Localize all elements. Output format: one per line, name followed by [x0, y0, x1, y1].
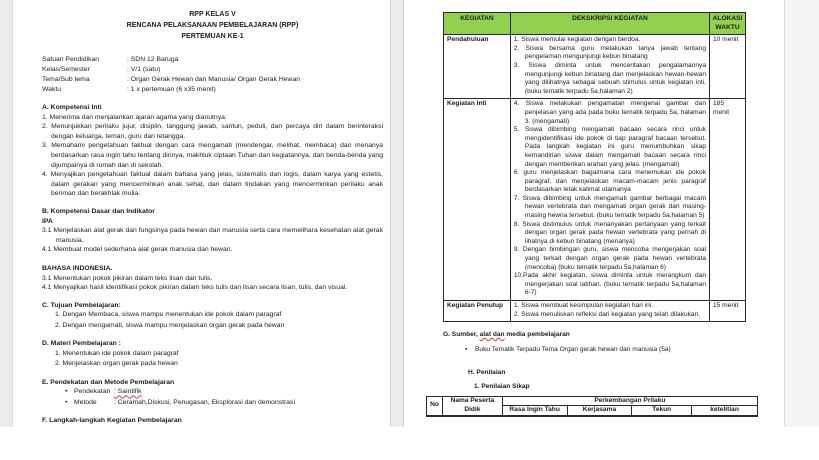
section-kompetensi-inti	[42, 103, 383, 199]
bahasa-list	[42, 274, 383, 293]
pendekatan-list	[65, 387, 383, 408]
info-value: : SDN 12 Baruga	[127, 56, 179, 63]
section-langkah	[42, 416, 383, 426]
list-item: 1. Dengan Membaca, siswa mampu menentukan ide pokok dalam paragraf	[55, 311, 282, 319]
section-tujuan	[42, 301, 383, 332]
kegiatan-time: 10 menit	[710, 35, 746, 99]
info-value: : V/1 (satu)	[127, 66, 161, 73]
activity-table	[443, 12, 746, 322]
info-label: Satuan Pendidikan	[42, 56, 100, 63]
info-row	[42, 65, 383, 75]
column-header-rasa-ingin-tahu: Rasa Ingin Tahu	[502, 406, 567, 416]
activity-step: 5. Siswa dibimbing mengamati bacaan secara rinci untuk mengidentifikasi ide pokok di tiap paragraf bacaan tersebut. Pada langkah kegiatan ini guru menumbuhkan sikap kemandirian siswa dalam mengamati bacaan secara rinci dengan memberikan arahan yang jelas. (mengamati)	[513, 126, 706, 168]
column-header-no: No	[427, 396, 443, 416]
list-item: 2. Menjelaskan organ gerak pada hewan	[55, 360, 178, 368]
section-kompetensi-dasar	[42, 207, 383, 293]
kegiatan-description	[510, 35, 709, 99]
section-heading: C. Tujuan Pembelajaran:	[42, 301, 121, 309]
activity-step: 10.Pada akhir kegiatan, siswa diminta untuk merangkum dan mengerjakan soal latihan. (buku tematik terpadu 5a,halaman 6-7)	[513, 272, 706, 297]
activity-step: 2. Siswa menuliskan refleksi dari kegiatan yang telah dilakukan.	[513, 310, 701, 318]
column-header-tekun: Tekun	[632, 406, 692, 416]
section-heading: F. Langkah-langkah Kegiatan Pembelajaran	[42, 417, 182, 425]
info-value: : Organ Gerak Hewan dan Manusia/ Organ Gerak Hewan	[127, 76, 301, 83]
background-left-margin	[0, 0, 13, 427]
column-header-deskripsi: DEKSKRIPSI KEGIATAN	[510, 13, 709, 35]
assessment-table	[426, 396, 758, 418]
activity-step: 7. Siswa dibimbing untuk mengamati gambar berbagai macam hewan vertebrata dan mengamati organ gerak dari masing-masing hewna tersebut. (buku tematik terpadu 5a,halaman 5)	[513, 194, 706, 220]
kegiatan-name: Pendahuluan	[444, 35, 511, 99]
bullet-row	[65, 387, 383, 398]
materi-list	[55, 349, 383, 370]
kegiatan-name: Kegiatan Inti	[444, 99, 511, 301]
column-header-kerjasama: Kerjasama	[567, 406, 632, 416]
column-header-perkembangan: Perkembangan Prilaku	[502, 396, 757, 406]
info-label: Kelas/Semester	[42, 66, 90, 73]
info-row	[42, 55, 383, 65]
sumber-bullet-text: Buku Tematik Terpadu Tema Organ gerak hewan dan manusia (5a)	[475, 345, 671, 353]
list-item: 2. Menunjukkan perilaku jujur, disiplin, tanggung jawab, santun, peduli, dan percaya diri dalam berinteraksi dengan keluarga, teman, guru dan tetangga.	[42, 123, 383, 140]
kegiatan-name: Kegiatan Penutup	[444, 301, 511, 322]
list-item: 3. Memahami pengetahuan faktual dengan cara mengamati (mendengar, melihat, membaca) dan menanya berdasarkan rasa ingin tahu tentang dirinya, makhluk ciptaan Tuhan dan kegiatannya, dan benda-benda yang dijumpainya di rumah dan di sekolah.	[42, 142, 383, 169]
title-line: PERTEMUAN KE-1	[181, 33, 244, 40]
section-heading: E. Pendekatan dan Metode Pembelajaran	[42, 378, 175, 386]
bullet-label: Pendekatan	[74, 388, 111, 396]
activity-step: 6. guru menjelaskan bagaimana cara menemukan ide pokok paragraf, dan menjelaskan macam-macam jenis paragraf berdasarkan letak kalimat utamanya	[513, 169, 706, 194]
section-heading: A. Kompetensi Inti	[42, 104, 102, 111]
list-item: 2. Dengan mengamati, siswa mampu menjelaskan organ gerak pada hewan	[55, 321, 285, 329]
section-sumber-heading	[443, 331, 784, 340]
table-row-penutup	[444, 301, 746, 322]
table-row-pendahuluan	[444, 35, 746, 99]
activity-step: 4. Siswa melakukan pengamatan mengenai gambar dan penjelasan yang ada pada buku tematik terpadu 5a, halaman 3. (mengamati)	[513, 100, 706, 125]
section-penilaian-heading: H. Penilaian	[468, 369, 506, 377]
scrollbar-track[interactable]	[784, 0, 819, 427]
title-line: RPP KELAS V	[189, 11, 236, 18]
column-header-kegiatan: KEGIATAN	[444, 13, 511, 35]
subsection-heading-ipa: IPA	[42, 217, 53, 225]
bullet-value: : Saintifik	[114, 388, 142, 396]
section-heading: B. Kompetensi Dasar dan Indikator	[42, 207, 155, 215]
list-item: 4.1 Menyajikan hasil identifikasi pokok pikiran dalam teks tulis dan lisan secara lisan, tulis, dan visual.	[42, 284, 348, 292]
heading-text: media pembelajaran	[504, 331, 570, 339]
misspelled-text: alat dan	[479, 331, 505, 339]
info-value: : 1 x pertemuan (6 x35 menit)	[127, 86, 216, 93]
column-header-nama: Nama Peserta Didik	[442, 396, 502, 416]
bullet-icon: ▪	[465, 345, 468, 353]
heading-text: G. Sumber,	[443, 331, 480, 339]
table-row-kegiatan-inti	[444, 99, 746, 301]
activity-step: 2. Siswa bersama guru melakukan tanya jawab tentang pengelaman mengunjungi kebun binatang	[513, 44, 706, 61]
info-label: Tema/Sub tema	[42, 76, 90, 83]
info-label: Waktu	[42, 86, 62, 93]
kegiatan-description	[510, 301, 709, 322]
list-item: 1. Menentukan ide pokok dalam paragraf	[55, 349, 179, 357]
kegiatan-time: 185 menit	[710, 99, 746, 301]
bullet-value: : Ceramah,Diskusi, Penugasan, Eksplorasi dan demonstrasi	[114, 398, 295, 406]
bullet-icon: •	[65, 388, 68, 396]
list-item: 3.1 Menjelaskan alat gerak dan fungsinya pada hewan dan manusia serta cara memelihara kesehatan alat gerak manusia.	[42, 227, 383, 244]
bullet-icon: •	[65, 398, 68, 406]
section-heading: D. Materi Pembelajaran :	[42, 340, 121, 348]
activity-step: 1. Siswa memulai kegiatan dengan berdoa.	[513, 36, 641, 44]
ipa-list	[42, 226, 383, 255]
document-info-block	[42, 55, 383, 95]
document-title	[42, 9, 383, 42]
penilaian-sikap-subheading: 1. Penilaian Sikap	[474, 382, 530, 390]
kompetensi-inti-list	[42, 113, 383, 199]
activity-table-header-row	[444, 13, 746, 35]
list-item: 1. Menerima dan menjalankan ajaran agama yang dianutnya.	[42, 113, 227, 121]
section-materi	[42, 339, 383, 370]
section-pendekatan-metode	[42, 378, 383, 409]
kegiatan-description	[510, 99, 709, 301]
activity-step: 8. Siswa distimulus untuk menanyakan pertanyaan yang terkait dengan organ gerak pada hewan vertebrata yang pernah di lihatnya di kebun binatang (menanya)	[513, 220, 706, 245]
bullet-label: Metode	[74, 398, 97, 406]
sumber-bullet-row	[443, 346, 784, 355]
document-page-left	[14, 0, 390, 427]
info-row	[42, 85, 383, 95]
subsection-heading-bahasa: BAHASA INDONESIA.	[42, 264, 113, 272]
assessment-header-row-1	[427, 396, 758, 406]
document-page-right	[405, 0, 784, 427]
column-header-ketelitian: ketelitian	[692, 406, 758, 416]
activity-step: 9. Dengan bimbingan guru, siswa mencoba mengerjakan soal yang terkait dengan organ gerak pada hewan vertebrata (mencoba) (buku tematik terpadu 5a,halaman 6)	[513, 246, 706, 271]
column-header-alokasi: ALOKASI WAKTU	[710, 13, 746, 35]
bullet-row	[65, 398, 383, 409]
page-gap	[390, 0, 404, 427]
kegiatan-time: 15 menit	[710, 301, 746, 322]
info-row	[42, 75, 383, 85]
list-item: 3.1 Menentukan pokok pikiran dalam teks lisan dan tulis.	[42, 274, 213, 282]
title-line: RENCANA PELAKSANAAN PEMBELAJARAN (RPP)	[126, 22, 299, 29]
activity-step: 3. Siswa diminta untuk menceritakan pengalamannya mengunjungi kebun binatang dan menjelaskan hewan-hewan yang dilihatnya sebagai sebuah stimulus untuk kegiatan inti. (buku tematik terpadu 5a,halaman 2)	[513, 61, 706, 95]
tujuan-list	[55, 310, 383, 331]
list-item: 4.1 Membuat model sederhana alat gerak manusia dan hewan.	[42, 246, 233, 254]
list-item: 4. Menyajikan pengetahuan faktual dalam bahasa yang jelas, sistematis dan logis, dalam karya yang estetis, dalam gerakan yang mencerminkan anak sehat, dan dalam tindakan yang mencerminkan perilaku anak beriman dan berakhlak mulia.	[42, 171, 383, 198]
activity-step: 1. Siswa membuat kesimpulan kegiatan hari ini.	[513, 302, 654, 309]
